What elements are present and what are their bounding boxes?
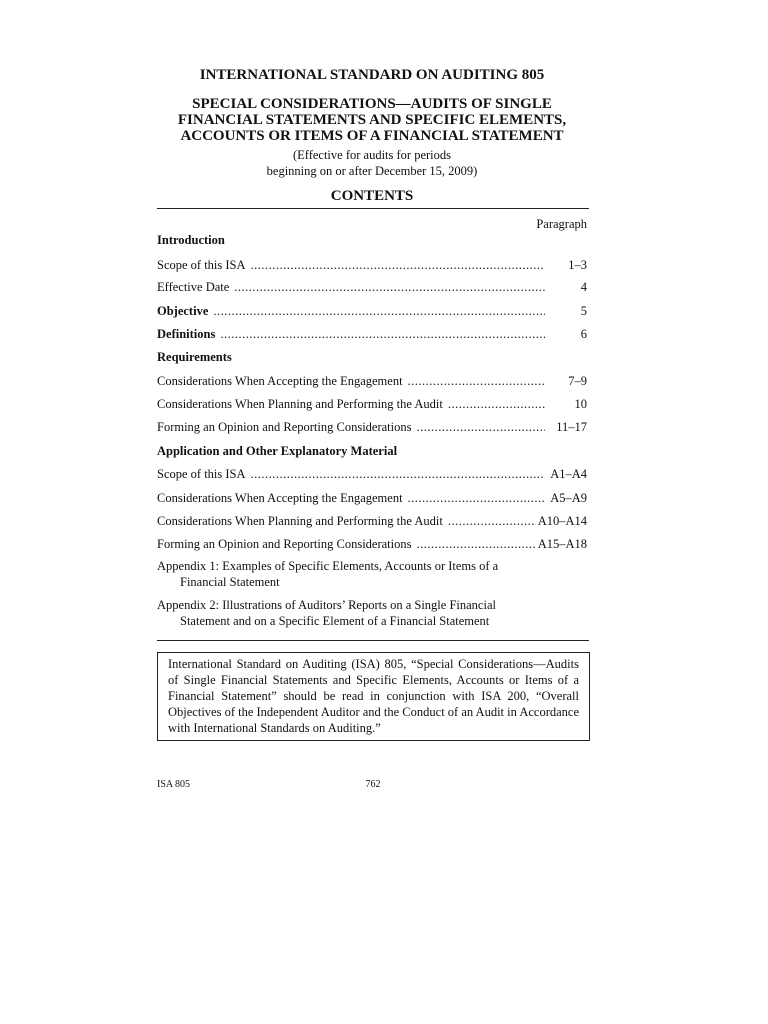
dot-leader — [417, 419, 546, 435]
toc-entry-paragraph: 1–3 — [568, 258, 587, 272]
appendix-2-entry[interactable] — [157, 597, 537, 629]
toc-entry-paragraph: 7–9 — [568, 374, 587, 388]
toc-entry[interactable] — [157, 303, 587, 319]
effective-date-note — [150, 147, 594, 179]
dot-leader — [213, 303, 545, 319]
section-heading-application: Application and Other Explanatory Material — [157, 444, 398, 458]
footer-standard-label: ISA 805 — [157, 779, 191, 790]
subtitle-line-2: FINANCIAL STATEMENTS AND SPECIFIC ELEMENTS, — [177, 112, 567, 128]
toc-entry-label: Objective — [157, 304, 209, 318]
appendix-1-entry[interactable] — [157, 558, 537, 590]
appendix-line-1: Appendix 1: Examples of Specific Elements, Accounts or Items of a — [157, 559, 499, 573]
subtitle-line-3: ACCOUNTS OR ITEMS OF A FINANCIAL STATEMENT — [180, 128, 564, 144]
dot-leader — [220, 326, 545, 342]
toc-entry-label: Considerations When Accepting the Engagement — [157, 491, 403, 505]
toc-entry-label: Scope of this ISA — [157, 467, 246, 481]
toc-entry[interactable] — [157, 419, 587, 435]
toc-entry-label: Forming an Opinion and Reporting Considerations — [157, 420, 412, 434]
effective-line-2: beginning on or after December 15, 2009) — [266, 164, 478, 178]
toc-entry[interactable] — [157, 536, 587, 552]
toc-entry[interactable] — [157, 326, 587, 342]
standard-subtitle — [150, 96, 594, 144]
contents-top-rule — [157, 208, 589, 209]
appendix-line-1: Appendix 2: Illustrations of Auditors’ Reports on a Single Financial — [157, 598, 496, 612]
dot-leader — [448, 396, 545, 412]
dot-leader — [251, 466, 545, 482]
toc-entry-paragraph: A1–A4 — [550, 467, 587, 481]
effective-line-1: (Effective for audits for periods — [292, 148, 452, 162]
contents-heading: CONTENTS — [330, 188, 414, 204]
toc-entry-label: Definitions — [157, 327, 216, 341]
paragraph-column-header: Paragraph — [536, 217, 587, 231]
toc-entry-paragraph: 4 — [580, 280, 587, 294]
toc-entry[interactable] — [157, 373, 587, 389]
toc-entry[interactable] — [157, 396, 587, 412]
toc-entry-paragraph: 6 — [580, 327, 587, 341]
footer-page-number: 762 — [365, 779, 381, 790]
dot-leader — [408, 373, 545, 389]
toc-entry-label: Scope of this ISA — [157, 258, 246, 272]
reading-note-box — [157, 652, 590, 741]
toc-entry-paragraph: 11–17 — [556, 420, 587, 434]
standard-title: INTERNATIONAL STANDARD ON AUDITING 805 — [199, 67, 545, 83]
toc-entry-paragraph: A10–A14 — [537, 514, 587, 528]
toc-entry[interactable] — [157, 466, 587, 482]
appendix-line-2: Financial Statement — [180, 575, 280, 589]
toc-entry[interactable] — [157, 513, 587, 529]
toc-entry-paragraph: 5 — [580, 304, 587, 318]
toc-entry-label: Considerations When Planning and Performing the Audit — [157, 397, 443, 411]
toc-entry-label: Forming an Opinion and Reporting Considerations — [157, 537, 412, 551]
toc-entry[interactable] — [157, 257, 587, 273]
dot-leader — [408, 490, 545, 506]
dot-leader — [417, 536, 536, 552]
section-heading-requirements: Requirements — [157, 350, 232, 364]
dot-leader — [251, 257, 545, 273]
section-heading-introduction: Introduction — [157, 233, 225, 247]
toc-entry-paragraph: 10 — [574, 397, 587, 411]
toc-entry-paragraph: A15–A18 — [537, 537, 587, 551]
reading-note-text: International Standard on Auditing (ISA) 805, “Special Considerations—Audits of Single Financial Statements and Specific Elements, Accounts or Items of a Financial Statement” should be read in conjunction with ISA 200, “Overall Objectives of the Independent Auditor and the Conduct of an Audit in Accordance with International Standards on Auditing.” — [168, 657, 579, 735]
toc-entry-label: Effective Date — [157, 280, 230, 294]
toc-entry-paragraph: A5–A9 — [550, 491, 587, 505]
dot-leader — [448, 513, 536, 529]
toc-entry[interactable] — [157, 279, 587, 295]
appendix-line-2: Statement and on a Specific Element of a Financial Statement — [180, 614, 490, 628]
toc-entry[interactable] — [157, 490, 587, 506]
subtitle-line-1: SPECIAL CONSIDERATIONS—AUDITS OF SINGLE — [192, 96, 552, 112]
dot-leader — [234, 279, 545, 295]
contents-bottom-rule — [157, 640, 589, 641]
toc-entry-label: Considerations When Planning and Performing the Audit — [157, 514, 443, 528]
toc-entry-label: Considerations When Accepting the Engagement — [157, 374, 403, 388]
